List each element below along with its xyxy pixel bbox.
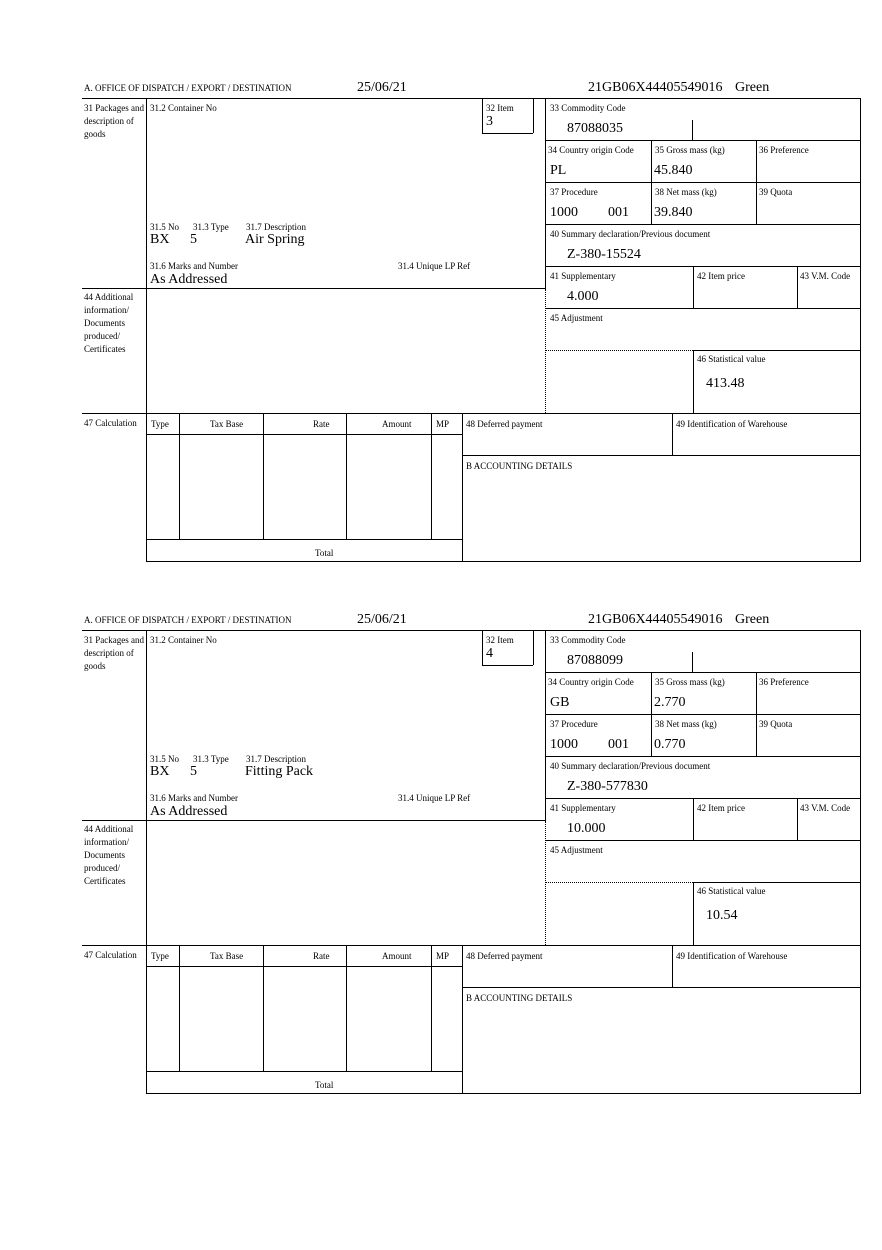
gross-mass-value: 2.770 — [654, 695, 686, 710]
goods-description: Air Spring — [245, 232, 305, 247]
quota-label: 39 Quota — [759, 187, 793, 197]
country-origin-label: 34 Country origin Code — [548, 145, 634, 155]
procedure-value: 1000 — [550, 737, 578, 752]
summary-doc-value: Z-380-15524 — [567, 247, 641, 262]
pkg-type-label: 31.3 Type — [193, 754, 229, 764]
pkg-no-value: BX — [150, 232, 170, 247]
additional-info-label: 44 Additional information/ Documents produced/ Certificates — [84, 292, 134, 354]
statistical-value: 10.54 — [706, 908, 738, 923]
net-mass-label: 38 Net mass (kg) — [655, 719, 717, 729]
commodity-code-label: 33 Commodity Code — [550, 103, 626, 113]
gross-mass-value: 45.840 — [654, 163, 693, 178]
item-price-label: 42 Item price — [697, 803, 745, 813]
deferred-label: 48 Deferred payment — [466, 951, 543, 961]
gross-mass-label: 35 Gross mass (kg) — [655, 145, 725, 155]
item-price-label: 42 Item price — [697, 271, 745, 281]
declaration-date: 25/06/21 — [357, 612, 407, 627]
net-mass-value: 0.770 — [654, 737, 686, 752]
quota-label: 39 Quota — [759, 719, 793, 729]
container-no-label: 31.2 Container No — [150, 635, 217, 645]
procedure-extra-value: 001 — [608, 205, 629, 220]
calculation-label: 47 Calculation — [84, 418, 137, 428]
unique-lp-label: 31.4 Unique LP Ref — [398, 793, 471, 803]
pkg-type-value: 5 — [190, 232, 197, 247]
declaration-reference: 21GB06X44405549016 — [588, 612, 723, 627]
net-mass-value: 39.840 — [654, 205, 693, 220]
procedure-label: 37 Procedure — [550, 719, 598, 729]
pkg-desc-label: 31.7 Description — [246, 754, 306, 764]
container-no-label: 31.2 Container No — [150, 103, 217, 113]
calc-taxbase-header: Tax Base — [210, 951, 244, 961]
marks-label: 31.6 Marks and Number — [150, 793, 238, 803]
procedure-value: 1000 — [550, 205, 578, 220]
adjustment-label: 45 Adjustment — [550, 845, 603, 855]
country-origin-value: GB — [550, 695, 570, 710]
statistical-value: 413.48 — [706, 376, 745, 391]
pkg-type-label: 31.3 Type — [193, 222, 229, 232]
summary-decl-label: 40 Summary declaration/Previous document — [550, 761, 711, 771]
commodity-code-label: 33 Commodity Code — [550, 635, 626, 645]
item-number: 4 — [486, 646, 493, 661]
summary-doc-value: Z-380-577830 — [567, 779, 648, 794]
warehouse-label: 49 Identification of Warehouse — [676, 419, 788, 429]
warehouse-label: 49 Identification of Warehouse — [676, 951, 788, 961]
pkg-no-label: 31.5 No — [150, 222, 179, 232]
calculation-label: 47 Calculation — [84, 950, 137, 960]
calc-type-header: Type — [151, 951, 169, 961]
commodity-code-value: 87088099 — [567, 653, 623, 668]
declaration-date: 25/06/21 — [357, 80, 407, 95]
item-label: 32 Item — [486, 635, 514, 645]
preference-label: 36 Preference — [759, 145, 809, 155]
goods-description: Fitting Pack — [245, 764, 314, 779]
calc-mp-header: MP — [436, 951, 450, 961]
gross-mass-label: 35 Gross mass (kg) — [655, 677, 725, 687]
office-label: A. OFFICE OF DISPATCH / EXPORT / DESTINATION — [84, 83, 292, 93]
supplementary-value: 4.000 — [567, 289, 599, 304]
marks-label: 31.6 Marks and Number — [150, 261, 238, 271]
accounting-label: B ACCOUNTING DETAILS — [466, 461, 573, 471]
calc-taxbase-header: Tax Base — [210, 419, 244, 429]
preference-label: 36 Preference — [759, 677, 809, 687]
country-origin-label: 34 Country origin Code — [548, 677, 634, 687]
supplementary-label: 41 Supplementary — [550, 803, 616, 813]
calc-type-header: Type — [151, 419, 169, 429]
office-label: A. OFFICE OF DISPATCH / EXPORT / DESTINATION — [84, 615, 292, 625]
statistical-label: 46 Statistical value — [697, 886, 766, 896]
calc-rate-header: Rate — [313, 951, 330, 961]
pkg-type-value: 5 — [190, 764, 197, 779]
net-mass-label: 38 Net mass (kg) — [655, 187, 717, 197]
adjustment-label: 45 Adjustment — [550, 313, 603, 323]
procedure-extra-value: 001 — [608, 737, 629, 752]
supplementary-label: 41 Supplementary — [550, 271, 616, 281]
route-indicator: Green — [735, 612, 770, 627]
declaration-reference: 21GB06X44405549016 — [588, 80, 723, 95]
unique-lp-label: 31.4 Unique LP Ref — [398, 261, 471, 271]
accounting-label: B ACCOUNTING DETAILS — [466, 993, 573, 1003]
marks-value: As Addressed — [150, 804, 228, 819]
packages-label: 31 Packages and description of goods — [84, 103, 144, 139]
supplementary-value: 10.000 — [567, 821, 606, 836]
summary-decl-label: 40 Summary declaration/Previous document — [550, 229, 711, 239]
calc-rate-header: Rate — [313, 419, 330, 429]
pkg-no-value: BX — [150, 764, 170, 779]
packages-label: 31 Packages and description of goods — [84, 635, 144, 671]
pkg-no-label: 31.5 No — [150, 754, 179, 764]
declaration-item-2 — [0, 532, 882, 1090]
statistical-label: 46 Statistical value — [697, 354, 766, 364]
item-label: 32 Item — [486, 103, 514, 113]
calc-amount-header: Amount — [382, 951, 412, 961]
calc-mp-header: MP — [436, 419, 450, 429]
additional-info-label: 44 Additional information/ Documents produced/ Certificates — [84, 824, 134, 886]
vm-code-label: 43 V.M. Code — [800, 271, 851, 281]
commodity-code-value: 87088035 — [567, 121, 623, 136]
deferred-label: 48 Deferred payment — [466, 419, 543, 429]
item-number: 3 — [486, 114, 493, 129]
marks-value: As Addressed — [150, 272, 228, 287]
pkg-desc-label: 31.7 Description — [246, 222, 306, 232]
calc-total-label: Total — [315, 1080, 334, 1090]
country-origin-value: PL — [550, 163, 567, 178]
calc-total-label: Total — [315, 548, 334, 558]
route-indicator: Green — [735, 80, 770, 95]
calc-amount-header: Amount — [382, 419, 412, 429]
vm-code-label: 43 V.M. Code — [800, 803, 851, 813]
declaration-item-1 — [0, 0, 882, 558]
procedure-label: 37 Procedure — [550, 187, 598, 197]
